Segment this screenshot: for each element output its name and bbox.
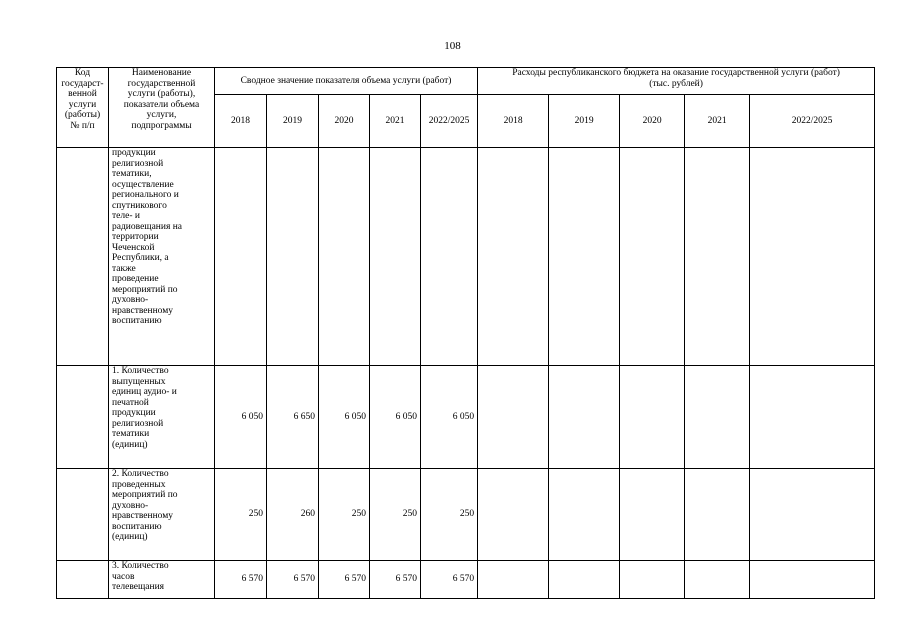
volume-value-cell: 6 570 <box>267 561 319 599</box>
budget-value-cell <box>478 148 549 366</box>
volume-value-cell <box>267 148 319 366</box>
volume-value-cell <box>319 148 370 366</box>
budget-value-cell <box>750 561 875 599</box>
budget-value-cell <box>685 469 750 561</box>
code-cell <box>57 366 109 469</box>
volume-value-cell: 6 050 <box>370 366 421 469</box>
budget-value-cell <box>620 148 685 366</box>
header-code: Код государст- венной услуги (работы) № п/п <box>57 68 109 148</box>
service-name-cell: 3. Количество часов телевещания <box>109 561 215 599</box>
volume-value-cell: 6 050 <box>421 366 478 469</box>
budget-value-cell <box>685 366 750 469</box>
budget-value-cell <box>685 148 750 366</box>
volume-value-cell: 6 570 <box>421 561 478 599</box>
table-row <box>57 148 875 366</box>
service-name-cell: 1. Количество выпущенных единиц аудио- и печатной продукции религиозной тематики (единиц) <box>109 366 215 469</box>
volume-value-cell: 6 570 <box>215 561 267 599</box>
budget-value-cell <box>620 366 685 469</box>
volume-value-cell <box>370 148 421 366</box>
volume-value-cell: 250 <box>319 469 370 561</box>
volume-year-header: 2018 <box>215 95 267 148</box>
volume-value-cell <box>215 148 267 366</box>
budget-value-cell <box>750 148 875 366</box>
budget-value-cell <box>549 561 620 599</box>
volume-year-header: 2021 <box>370 95 421 148</box>
volume-value-cell: 250 <box>370 469 421 561</box>
budget-value-cell <box>620 561 685 599</box>
budget-value-cell <box>685 561 750 599</box>
budget-value-cell <box>549 148 620 366</box>
budget-year-header: 2020 <box>620 95 685 148</box>
table-row <box>57 561 875 599</box>
volume-value-cell: 260 <box>267 469 319 561</box>
volume-value-cell: 250 <box>421 469 478 561</box>
budget-value-cell <box>478 469 549 561</box>
header-name: Наименование государственной услуги (работы), показатели объема услуги, подпрограммы <box>109 68 215 148</box>
budget-value-cell <box>549 366 620 469</box>
page-number: 108 <box>444 40 461 52</box>
table-row <box>57 469 875 561</box>
budget-value-cell <box>750 366 875 469</box>
header-budget: Расходы республиканского бюджета на оказание государственной услуги (работ) (тыс. рублей) <box>478 68 875 95</box>
volume-value-cell: 6 570 <box>370 561 421 599</box>
code-cell <box>57 148 109 366</box>
volume-year-header: 2019 <box>267 95 319 148</box>
code-cell <box>57 469 109 561</box>
budget-value-cell <box>620 469 685 561</box>
volume-value-cell: 6 570 <box>319 561 370 599</box>
volume-value-cell: 250 <box>215 469 267 561</box>
header-volume: Сводное значение показателя объема услуги (работ) <box>215 68 478 95</box>
volume-year-header: 2022/2025 <box>421 95 478 148</box>
budget-year-header: 2019 <box>549 95 620 148</box>
budget-value-cell <box>549 469 620 561</box>
service-name-cell: продукции религиозной тематики, осуществление регионального и спутникового теле- и радиовещания на территории Чеченской Республики, а также проведение мероприятий по духовно- нравственному воспитанию <box>109 148 215 366</box>
volume-year-header: 2020 <box>319 95 370 148</box>
budget-value-cell <box>750 469 875 561</box>
code-cell <box>57 561 109 599</box>
budget-value-cell <box>478 366 549 469</box>
service-name-cell: 2. Количество проведенных мероприятий по духовно- нравственному воспитанию (единиц) <box>109 469 215 561</box>
budget-year-header: 2022/2025 <box>750 95 875 148</box>
budget-year-header: 2021 <box>685 95 750 148</box>
volume-value-cell <box>421 148 478 366</box>
services-table <box>56 67 875 599</box>
volume-value-cell: 6 050 <box>215 366 267 469</box>
budget-year-header: 2018 <box>478 95 549 148</box>
budget-value-cell <box>478 561 549 599</box>
volume-value-cell: 6 050 <box>319 366 370 469</box>
table-row <box>57 366 875 469</box>
volume-value-cell: 6 650 <box>267 366 319 469</box>
